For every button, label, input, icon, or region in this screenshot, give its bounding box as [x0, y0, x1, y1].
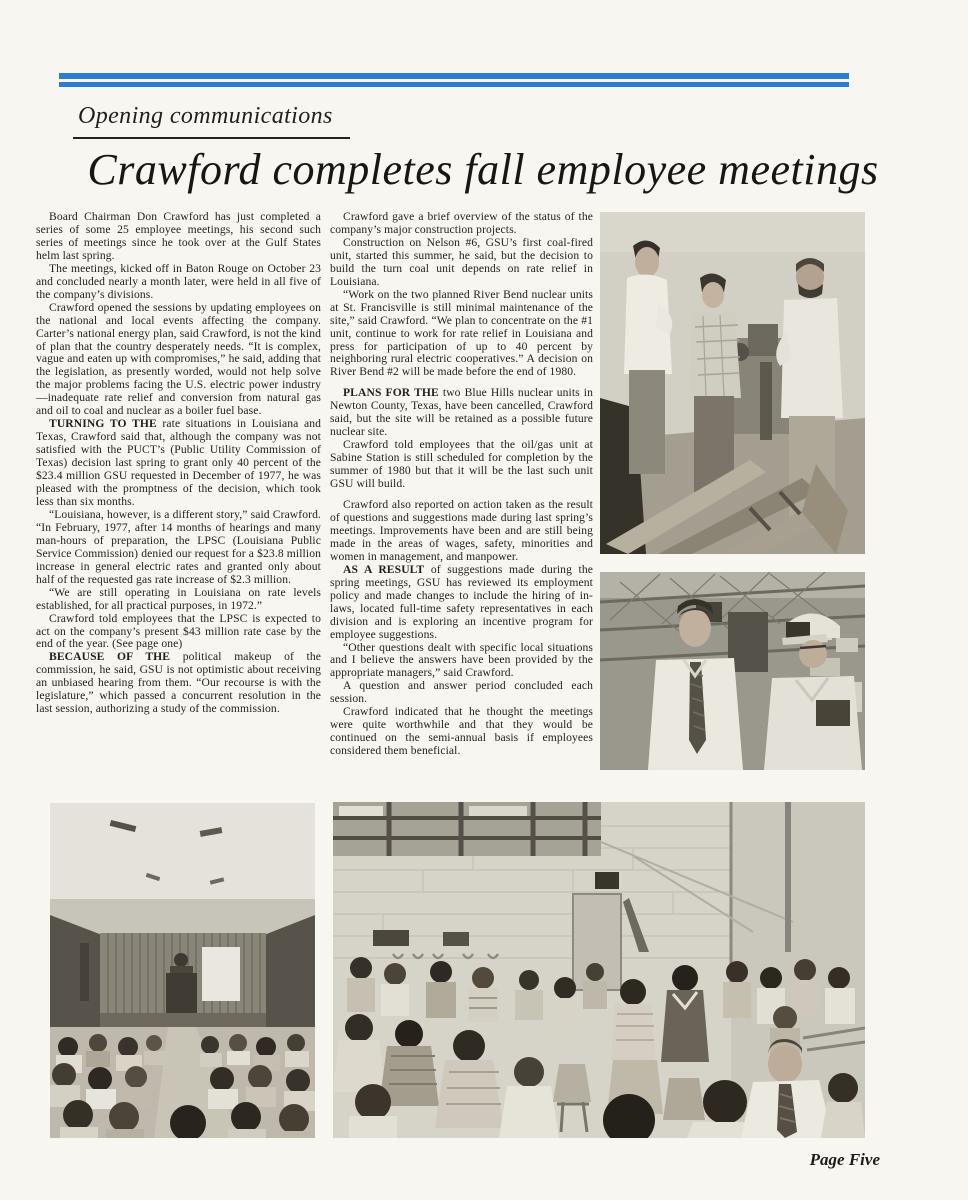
- article-paragraph: Board Chairman Don Crawford has just completed a series of some 25 employee meetings, his second such series of meetings since he took over at the Gulf States helm last spring.: [36, 210, 321, 262]
- article-paragraph: BECAUSE OF THE political makeup of the commission, he said, GSU is not optimistic about receiving an unbiased hearing from them. “Our recourse is with the legislature,” which passed a concurrent resolution in the last session, authorizing a study of the commission.: [36, 650, 322, 716]
- paragraph-lead-in: TURNING TO THE: [49, 417, 157, 431]
- article-paragraph: Crawford told employees that the oil/gas unit at Sabine Station is still scheduled for completion by the summer of 1980 but that it will be the last such unit GSU will build.: [330, 438, 593, 491]
- article-paragraph: A question and answer period concluded each session.: [330, 679, 593, 706]
- photo-crowd-illustration: [333, 802, 865, 1138]
- photo-auditorium-illustration: [50, 803, 315, 1138]
- article-paragraph: Crawford gave a brief overview of the status of the company’s major construction projects.: [330, 210, 593, 236]
- article-paragraph: The meetings, kicked off in Baton Rouge on October 23 and concluded nearly a month later, were held in all five of the company’s divisions.: [36, 261, 321, 301]
- article-paragraph: Crawford also reported on action taken as the result of questions and suggestions made during last spring’s meetings. Improvements have been and are still being made in the areas of wages, safety, minorities and women in management, and manpower.: [330, 498, 593, 563]
- article-column-right: [330, 211, 593, 758]
- article-paragraph: “We are still operating in Louisiana on rate levels established, for all practical purposes, in 1972.”: [36, 585, 321, 612]
- article-headline: Crawford completes fall employee meetings: [87, 145, 879, 194]
- article-paragraph: Crawford opened the sessions by updating employees on the national and local events affecting the company. Carter’s national energy plan, said Crawford, is not the kind of plan that the country desperately needs. “It is complex, vague and eaten up with compromises,” he said, adding that the legislation, as presently worded, would not help solve the major problems facing the U.S. electric power industry—inadequate rate relief and conversion from natural gas and oil to coal and nuclear as a boiler fuel base.: [36, 300, 321, 418]
- photo-workshop-discussion: [600, 212, 865, 554]
- paragraph-lead-in: PLANS FOR THE: [343, 386, 439, 400]
- article-column-left: [36, 211, 321, 716]
- article-paragraph: PLANS FOR THE two Blue Hills nuclear units in Newton County, Texas, have been cancelled, Crawford said, but the site will be retained as a possible future nuclear site.: [330, 386, 594, 439]
- section-label: Opening communications: [73, 102, 350, 139]
- article-paragraph: “Louisiana, however, is a different story,” said Crawford. “In February, 1977, after 14 months of hearings and many man-hours of preparation, the LPSC (Louisiana Public Service Commission) denied our request for a $23.8 million increase in general electric rates and granted only about half of the requested gas rate increase of $2.3 million.: [36, 507, 321, 586]
- photo-warehouse-conversation: [600, 572, 865, 770]
- article-paragraph: TURNING TO THE rate situations in Louisiana and Texas, Crawford said that, although the company was not satisfied with the PUCT’s (Public Utility Commission of Texas) decision last spring to grant only 40 percent of the $23.4 million GSU requested in December of 1977, he was pleased with the promptness of the decision, which took less than six months.: [36, 417, 322, 508]
- article-paragraph: Crawford told employees that the LPSC is expected to act on the company’s present $43 million rate case by the end of the year. (See page one): [36, 611, 321, 651]
- photo-workshop-illustration: [600, 212, 865, 554]
- top-rule-bar: [59, 82, 849, 87]
- page-number: Page Five: [809, 1150, 880, 1169]
- photo-auditorium-meeting: [50, 803, 315, 1138]
- paragraph-lead-in: BECAUSE OF THE: [49, 650, 171, 664]
- photo-warehouse-illustration: [600, 572, 865, 770]
- article-paragraph: AS A RESULT of suggestions made during the spring meetings, GSU has reviewed its employment policy and made changes to include the hiring of in-laws, located full-time safety representatives in each division and is exploring an incentive program for employee suggestions.: [330, 562, 594, 641]
- top-double-rule: [59, 73, 849, 87]
- article-paragraph: Crawford indicated that he thought the meetings were quite worthwhile and that they would be continued on the semi-annual basis if employees considered them beneficial.: [330, 705, 593, 758]
- top-rule-bar: [59, 73, 849, 79]
- paragraph-lead-in: AS A RESULT: [343, 562, 425, 576]
- article-paragraph: Construction on Nelson #6, GSU’s first coal-fired unit, started this summer, he said, but the decision to build the turn coal unit depends on rate relief in Louisiana.: [330, 235, 593, 288]
- article-paragraph: “Other questions dealt with specific local situations and I believe the answers have been provided by the appropriate managers,” said Crawford.: [330, 640, 593, 680]
- article-paragraph: “Work on the two planned River Bend nuclear units at St. Francisville is still minimal maintenance of the site,” said Crawford. “We plan to concentrate on the #1 unit, continue to work for rate relief in Louisiana and press for participation of up to 40 percent by neighboring rural electric cooperatives.” A decision on River Bend #2 will be made before the end of 1980.: [330, 287, 593, 379]
- photo-employee-crowd: [333, 802, 865, 1138]
